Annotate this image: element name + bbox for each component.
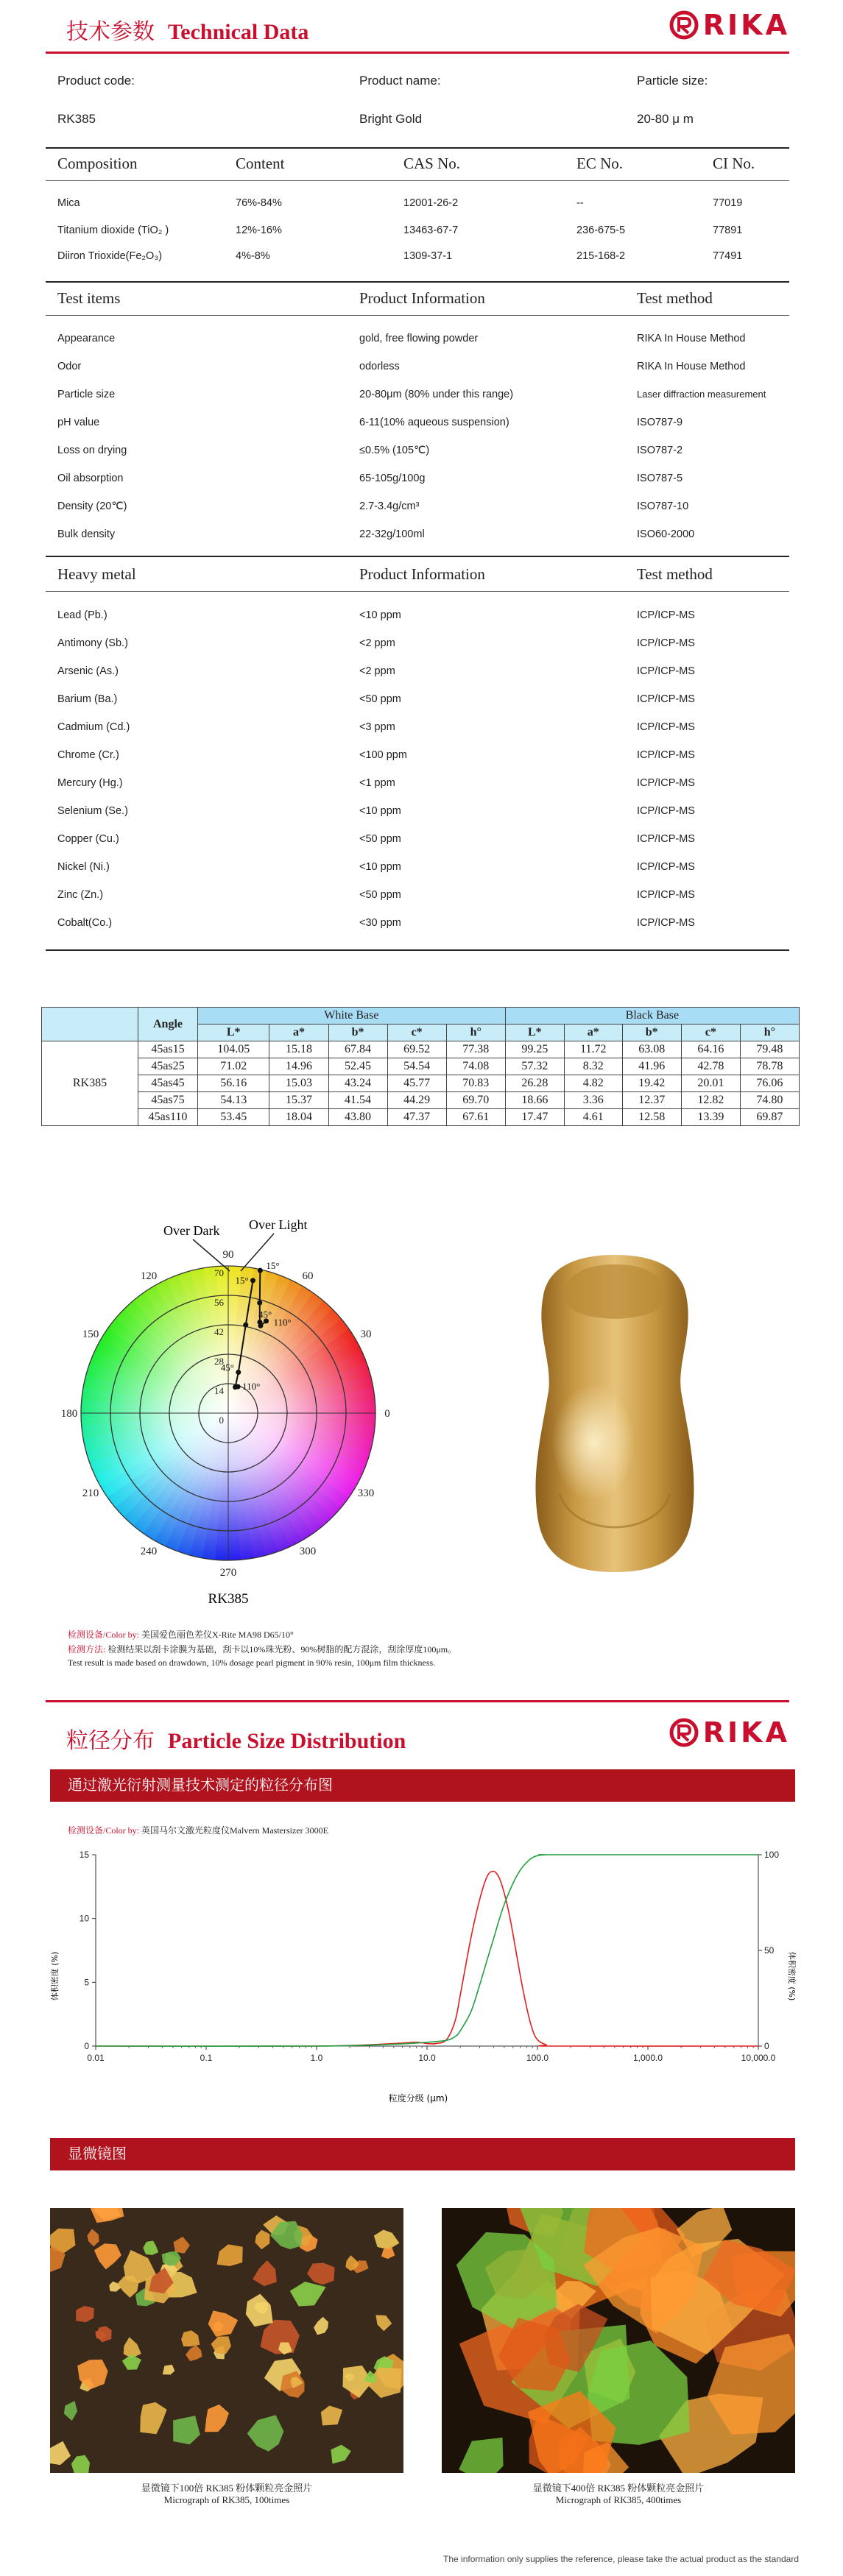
psd-x-tick-label: 0.01 [87,2053,105,2063]
test-row-cell: ISO60-2000 [637,528,695,540]
color-column-header: h° [740,1025,799,1041]
psd-y-tick-label: 0 [84,2041,89,2051]
psd-y-tick-label: 5 [84,1977,89,1988]
psd-y2-tick-label: 50 [764,1945,775,1956]
ci-col: CI No. [713,155,755,172]
product-info-col: Product Information [359,565,485,583]
test-row-cell: pH value [57,417,100,428]
test-row-cell: RIKA In House Method [637,361,746,372]
color-value-cell: 3.36 [564,1092,622,1109]
test-row-cell: RIKA In House Method [637,333,746,344]
psd-ylabel: 体积密度 (%) [50,1951,60,2001]
color-value-cell: 79.48 [740,1041,799,1058]
psd-title [66,1722,406,1755]
color-value-cell: 74.08 [446,1058,505,1075]
heavy-metal-row-cell: Zinc (Zn.) [57,889,104,901]
color-value-cell: 69.52 [387,1041,446,1058]
test-row-cell: Appearance [57,333,116,344]
test-row-cell: Bulk density [57,528,116,540]
composition-cell: 13463-67-7 [403,224,459,236]
color-column-header: c* [681,1025,740,1041]
wheel-radial-label: 28 [214,1356,224,1367]
test-row-cell: gold, free flowing powder [359,333,479,344]
heavy-metal-row-cell: Cadmium (Cd.) [57,721,130,733]
test-row-cell: ≤0.5% (105℃) [359,445,430,456]
color-column-header: a* [269,1025,328,1041]
divider [46,180,789,181]
section-divider [46,1700,789,1702]
composition-cell: Titanium dioxide (TiO₂ ) [57,224,169,236]
product-name-value: Bright Gold [359,112,423,126]
psd-xlabel: 粒度分级 (μm) [388,2093,448,2103]
color-column-header: b* [622,1025,681,1041]
heavy-metal-row-cell: ICP/ICP-MS [637,861,695,873]
color-value-cell: 74.80 [740,1092,799,1109]
micrograph-400x-image [442,2208,795,2473]
heavy-metal-row-cell: Copper (Cu.) [57,833,119,845]
wheel-angle-label: 150 [82,1328,99,1340]
color-value-cell: 52.45 [328,1058,387,1075]
color-value-cell: 99.25 [505,1041,564,1058]
method-note [68,1643,456,1655]
color-value-cell: 45.77 [387,1075,446,1092]
wheel-angle-label: 330 [357,1487,375,1499]
psd-x-tick-label: 10.0 [418,2053,436,2063]
color-value-cell: 41.54 [328,1092,387,1109]
wheel-radial-label: 70 [214,1267,224,1278]
color-by-label: 检测设备/Color by: [68,1630,140,1640]
composition-cell: 12001-26-2 [403,197,459,209]
rika-logo-icon [669,10,699,40]
psd-green-series [96,1855,758,2046]
color-wheel-chart [37,1207,420,1619]
color-value-cell: 15.03 [269,1075,328,1092]
color-value-cell: 43.80 [328,1109,387,1126]
test-row-cell: 65-105g/100g [359,473,426,484]
color-value-cell: 18.66 [505,1092,564,1109]
color-value-cell: 12.37 [622,1092,681,1109]
color-value-cell: 11.72 [564,1041,622,1058]
test-method-col: Test method [637,289,713,307]
divider [46,281,789,283]
color-value-cell: 26.28 [505,1075,564,1092]
car-swatch-image [530,1251,699,1575]
heavy-metal-row-cell: <1 ppm [359,777,395,789]
wheel-angle-label: 90 [222,1249,234,1261]
heavy-metal-row-cell: ICP/ICP-MS [637,777,695,789]
table-corner [42,1008,138,1041]
heavy-metal-row-cell: ICP/ICP-MS [637,665,695,677]
heavy-metal-row-cell: ICP/ICP-MS [637,889,695,901]
method-label: 检测方法: [68,1644,106,1655]
test-row-cell: 20-80μm (80% under this range) [359,389,514,400]
wheel-point-label: 15° [235,1274,249,1286]
rika-logo-text: RIKA [702,1716,790,1749]
wheel-point [243,1323,248,1328]
color-value-cell: 67.84 [328,1041,387,1058]
composition-cell: 77891 [713,224,743,236]
psd-x-tick-label: 1,000.0 [632,2053,663,2063]
composition-cell: 215-168-2 [576,250,626,262]
wheel-angle-label: 60 [302,1270,314,1282]
heavy-metal-row-cell: <50 ppm [359,693,401,705]
heavy-metal-row-cell: <10 ppm [359,805,401,817]
test-row-cell: ISO787-10 [637,500,689,512]
wheel-angle-label: 0 [384,1408,390,1420]
test-row-cell: Density (20℃) [57,500,127,512]
test-row-cell: 6-11(10% aqueous suspension) [359,417,509,428]
composition-cell: 76%-84% [236,197,282,209]
composition-cell: 236-675-5 [576,224,626,236]
test-row-cell: Odor [57,361,82,372]
test-row-cell: ISO787-2 [637,445,683,456]
micrograph-caption-1-cn: 显微镜下100倍 RK385 粉体颗粒亮金照片 [141,2483,313,2494]
wheel-point [236,1384,241,1390]
color-column-header: a* [564,1025,622,1041]
heavy-metal-row-cell: ICP/ICP-MS [637,805,695,817]
divider [46,315,789,316]
rika-logo-icon [669,1718,699,1747]
color-value-cell: 41.96 [622,1058,681,1075]
particle-size-chart [29,1840,810,2112]
angle-cell: 45as15 [138,1041,198,1058]
divider [46,556,789,557]
black-base-header: Black Base [505,1008,799,1025]
micrograph-caption-1 [50,2480,403,2506]
color-value-cell: 19.42 [622,1075,681,1092]
color-value-cell: 47.37 [387,1109,446,1126]
heavy-metal-row-cell: Nickel (Ni.) [57,861,110,873]
psd-y2-tick-label: 0 [764,2041,769,2051]
sample-name: RK385 [42,1041,138,1126]
wheel-radial-label: 14 [214,1385,224,1396]
page-title-cn: 技术参数 [66,20,155,44]
wheel-point-label: 110° [273,1316,292,1328]
psd-banner: 通过激光衍射测量技术测定的粒径分布图 [50,1769,795,1802]
psd-x-tick-label: 0.1 [200,2053,213,2063]
color-column-header: c* [387,1025,446,1041]
psd-y-tick-label: 15 [79,1850,89,1860]
wheel-angle-label: 120 [140,1270,158,1282]
test-row-cell: odorless [359,361,400,372]
angle-header: Angle [138,1008,198,1041]
wheel-point [258,1268,263,1273]
color-value-cell: 78.78 [740,1058,799,1075]
angle-cell: 45as75 [138,1092,198,1109]
psd-y2-tick-label: 100 [764,1850,780,1860]
rika-logo [669,1716,790,1749]
test-method-col: Test method [637,565,713,583]
product-info-col: Product Information [359,289,485,307]
color-value-cell: 64.16 [681,1041,740,1058]
micrograph-caption-2-en: Micrograph of RK385, 400times [555,2494,682,2505]
color-value-cell: 8.32 [564,1058,622,1075]
color-value-cell: 15.18 [269,1041,328,1058]
heavy-metal-row-cell: Mercury (Hg.) [57,777,123,789]
color-by-value: 美国爱色丽色差仪X-Rite MA98 D65/10° [141,1630,294,1640]
rika-logo [669,9,790,41]
color-row [42,1041,800,1058]
heavy-metal-row-cell: Chrome (Cr.) [57,749,119,761]
color-row [42,1075,800,1092]
heavy-metal-row-cell: ICP/ICP-MS [637,609,695,621]
color-row [42,1109,800,1126]
page-title [66,13,308,46]
heavy-metal-row-cell: Antimony (Sb.) [57,637,128,649]
color-value-cell: 14.96 [269,1058,328,1075]
color-value-cell: 4.61 [564,1109,622,1126]
wheel-point-label: 45° [220,1362,234,1373]
test-items-col: Test items [57,289,121,307]
color-value-cell: 70.83 [446,1075,505,1092]
color-value-cell: 53.45 [198,1109,269,1126]
test-row-cell: Particle size [57,389,116,400]
color-value-cell: 76.06 [740,1075,799,1092]
wheel-point-label: 110° [242,1381,261,1393]
psd-x-tick-label: 10,000.0 [741,2053,776,2063]
wheel-angle-label: 180 [60,1408,78,1420]
rika-logo-text: RIKA [702,9,790,41]
heavy-metal-col: Heavy metal [57,565,136,583]
divider [46,147,789,149]
wheel-angle-label: 30 [360,1328,372,1340]
color-value-cell: 56.16 [198,1075,269,1092]
ec-col: EC No. [576,155,623,172]
heavy-metal-row-cell: ICP/ICP-MS [637,637,695,649]
wheel-point [236,1370,241,1375]
heavy-metal-row-cell: ICP/ICP-MS [637,917,695,929]
composition-cell: Diiron Trioxide(Fe₂O₃) [57,250,163,262]
white-base-header: White Base [198,1008,506,1025]
heavy-metal-row-cell: ICP/ICP-MS [637,749,695,761]
heavy-metal-row-cell: <10 ppm [359,609,401,621]
heavy-metal-row-cell: ICP/ICP-MS [637,833,695,845]
color-value-cell: 69.87 [740,1109,799,1126]
heavy-metal-row-cell: <50 ppm [359,889,401,901]
color-column-header: b* [328,1025,387,1041]
psd-note [68,1824,328,1836]
heavy-metal-row-cell: <2 ppm [359,665,395,677]
micrograph-caption-2-cn: 显微镜下400倍 RK385 粉体颗粒亮金照片 [532,2483,705,2494]
micrograph-caption-1-en: Micrograph of RK385, 100times [163,2494,290,2505]
color-value-cell: 17.47 [505,1109,564,1126]
color-value-cell: 57.32 [505,1058,564,1075]
heavy-metal-row-cell: <30 ppm [359,917,401,929]
wheel-angle-label: 240 [140,1546,158,1558]
test-row-cell: Oil absorption [57,473,124,484]
composition-cell: 1309-37-1 [403,250,453,262]
heavy-metal-row-cell: Selenium (Se.) [57,805,128,817]
angle-cell: 45as45 [138,1075,198,1092]
particle-size-value: 20-80 μ m [637,112,694,126]
product-code-label: Product code: [57,74,135,88]
heavy-metal-row-cell: ICP/ICP-MS [637,693,695,705]
angle-cell: 45as25 [138,1058,198,1075]
color-column-header: h° [446,1025,505,1041]
color-row [42,1058,800,1075]
heavy-metal-row-cell: <10 ppm [359,861,401,873]
over-dark-label: Over Dark [163,1223,220,1238]
wheel-radial-label: 42 [214,1326,224,1337]
composition-cell: 77019 [713,197,743,209]
wheel-point [258,1323,263,1328]
psd-title-cn: 粒径分布 [66,1729,155,1753]
psd-x-tick-label: 100.0 [526,2053,549,2063]
color-value-cell: 69.70 [446,1092,505,1109]
color-value-cell: 43.24 [328,1075,387,1092]
wheel-point-label: 15° [266,1260,280,1272]
wheel-angle-label: 300 [299,1546,317,1558]
footer-disclaimer: The information only supplies the reference, please take the actual product as the standard [443,2554,799,2564]
color-value-cell: 13.39 [681,1109,740,1126]
heavy-metal-row-cell: Cobalt(Co.) [57,917,113,929]
heavy-metal-row-cell: Barium (Ba.) [57,693,118,705]
composition-cell: Mica [57,197,80,209]
heavy-metal-row-cell: <100 ppm [359,749,407,761]
color-data-table [41,1007,800,1126]
color-value-cell: 15.37 [269,1092,328,1109]
color-row [42,1092,800,1109]
cas-col: CAS No. [403,155,461,172]
color-value-cell: 44.29 [387,1092,446,1109]
color-value-cell: 20.01 [681,1075,740,1092]
color-value-cell: 12.58 [622,1109,681,1126]
wheel-radial-label: 56 [214,1297,224,1308]
composition-cell: 12%-16% [236,224,282,236]
heavy-metal-row-cell: <3 ppm [359,721,395,733]
particle-size-label: Particle size: [637,74,708,88]
composition-cell: 77491 [713,250,743,262]
micrograph-banner: 显微镜图 [50,2138,795,2170]
color-value-cell: 71.02 [198,1058,269,1075]
heavy-metal-row-cell: Lead (Pb.) [57,609,107,621]
psd-y2label: 体积密度 (%) [787,1951,797,2001]
test-row-cell: 22-32g/100ml [359,528,425,540]
color-value-cell: 42.78 [681,1058,740,1075]
psd-title-en: Particle Size Distribution [168,1729,406,1753]
micrograph-100x-image [50,2208,403,2473]
heavy-metal-row-cell: ICP/ICP-MS [637,721,695,733]
psd-red-series [96,1871,758,2046]
wheel-point [257,1301,262,1306]
composition-col: Composition [57,155,138,172]
divider [46,949,789,951]
header-divider [46,52,789,54]
heavy-metal-row-cell: Arsenic (As.) [57,665,119,677]
test-row-cell: Laser diffraction measurement [637,389,766,400]
color-column-header: L* [198,1025,269,1041]
wheel-point [250,1278,255,1283]
content-col: Content [236,155,285,172]
color-value-cell: 54.54 [387,1058,446,1075]
wheel-caption: RK385 [208,1591,249,1607]
composition-cell: -- [576,197,584,209]
wheel-angle-label: 210 [82,1487,99,1499]
test-row-cell: Loss on drying [57,445,127,456]
wheel-point-label: 45° [258,1309,272,1320]
psd-note-value: 英国马尔文激光粒度仪Malvern Mastersizer 3000E [141,1825,328,1836]
test-row-cell: ISO787-9 [637,417,683,428]
heavy-metal-row-cell: <2 ppm [359,637,395,649]
product-code-value: RK385 [57,112,96,126]
method-value: 检测结果以刮卡涂膜为基础，刮卡以10%珠光粉、90%树脂的配方混涂，刮涂厚度100μm。 [107,1644,457,1655]
color-value-cell: 4.82 [564,1075,622,1092]
wheel-radial-label: 0 [219,1415,224,1426]
composition-cell: 4%-8% [236,250,270,262]
method-note-en: Test result is made based on drawdown, 10% dosage pearl pigment in 90% resin, 100μm film thickness. [68,1657,436,1668]
over-light-label: Over Light [249,1217,308,1232]
color-value-cell: 54.13 [198,1092,269,1109]
color-value-cell: 104.05 [198,1041,269,1058]
color-column-header: L* [505,1025,564,1041]
color-by-note [68,1628,294,1641]
psd-y-tick-label: 10 [79,1913,89,1924]
color-value-cell: 18.04 [269,1109,328,1126]
page-title-en: Technical Data [168,20,309,44]
product-name-label: Product name: [359,74,441,88]
color-value-cell: 67.61 [446,1109,505,1126]
test-row-cell: 2.7-3.4g/cm³ [359,500,420,512]
angle-cell: 45as110 [138,1109,198,1126]
psd-x-tick-label: 1.0 [310,2053,323,2063]
color-value-cell: 12.82 [681,1092,740,1109]
micrograph-caption-2 [442,2480,795,2506]
color-value-cell: 77.38 [446,1041,505,1058]
divider [46,591,789,592]
heavy-metal-row-cell: <50 ppm [359,833,401,845]
color-value-cell: 63.08 [622,1041,681,1058]
test-row-cell: ISO787-5 [637,473,683,484]
psd-note-label: 检测设备/Color by: [68,1825,140,1836]
wheel-angle-label: 270 [219,1567,237,1579]
